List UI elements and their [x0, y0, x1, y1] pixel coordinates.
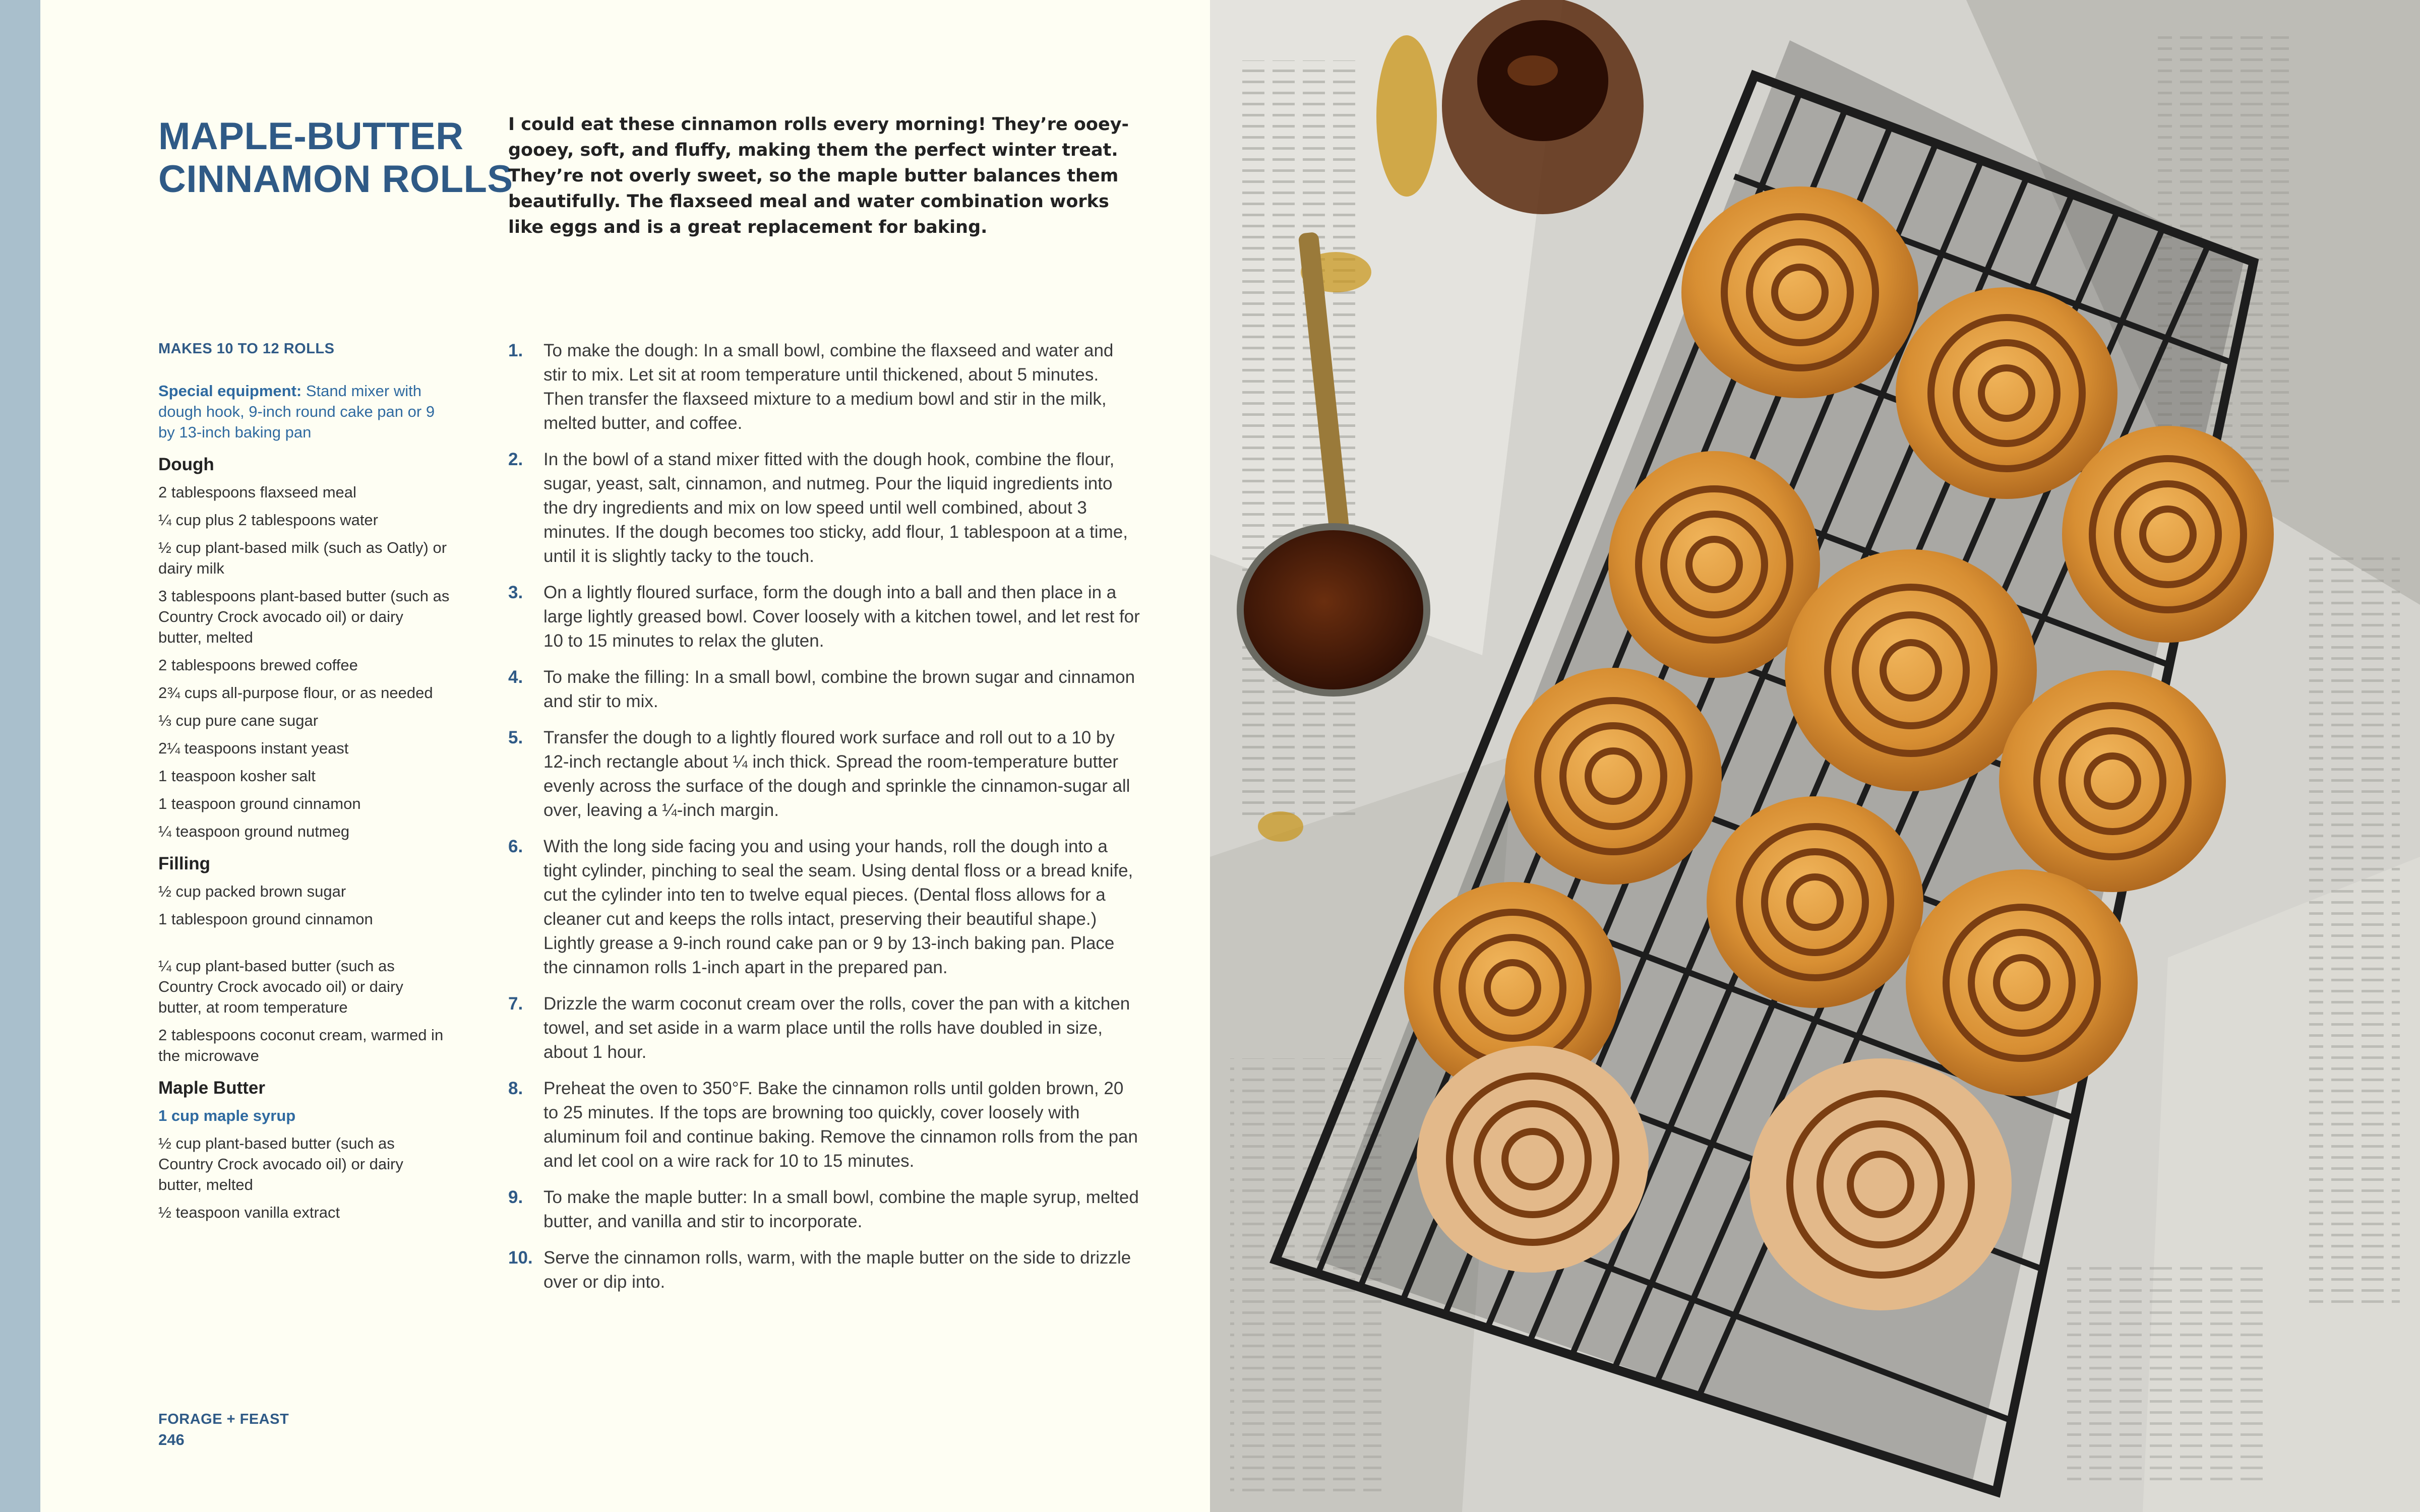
ingredient-item: 2 tablespoons flaxseed meal	[158, 483, 356, 501]
cinnamon-rolls-photo	[1210, 0, 2420, 1512]
book-spine-edge	[0, 0, 40, 1512]
book-title: FORAGE + FEAST	[158, 1411, 289, 1427]
special-equipment-label: Special equipment:	[158, 382, 302, 400]
step-text: In the bowl of a stand mixer fitted with the dough hook, combine the flour, sugar, yeast, salt, cinnamon, and nutmeg. Pour the liquid ingredients into the dry ingredients and mix on low speed until well combined, about 3 minutes. If the dough becomes too sticky, add flour, 1 tablespoon at a time, until it is slightly tacky to the touch.	[543, 450, 1128, 566]
ingredient-item: ¼ cup plus 2 tablespoons water	[158, 511, 378, 529]
ingredient-item: 2 tablespoons brewed coffee	[158, 656, 358, 674]
step-text: To make the dough: In a small bowl, combine the flaxseed and water and stir to mix. Let sit at room temperature until thickened, about 5 minutes. Then transfer the flaxseed mixture to a medium bowl and stir in the milk, melted butter, and coffee.	[543, 341, 1114, 433]
syrup-pitcher	[1240, 527, 1427, 693]
maple-butter-heading: Maple Butter	[158, 1078, 265, 1098]
step-number: 1.	[508, 341, 523, 360]
ingredient-item: ¼ teaspoon ground nutmeg	[158, 823, 350, 840]
page-footer	[158, 1411, 289, 1449]
ingredient-item: 1 teaspoon ground cinnamon	[158, 795, 361, 812]
step-number: 6.	[508, 837, 523, 856]
step-number: 10.	[508, 1248, 533, 1268]
ingredient-item: 1 teaspoon kosher salt	[158, 767, 316, 785]
method-step	[508, 1077, 1141, 1173]
method-steps	[508, 339, 1141, 1306]
photo-illustration	[1210, 0, 2420, 1512]
ingredient-item: ½ cup plant-based milk (such as Oatly) or dairy milk	[158, 539, 447, 577]
method-step	[508, 448, 1141, 569]
ingredient-item: 2¾ cups all-purpose flour, or as needed	[158, 684, 433, 702]
recipe-title-line-2: CINNAMON ROLLS	[158, 158, 513, 201]
step-text: Serve the cinnamon rolls, warm, with the maple butter on the side to drizzle over or dip into.	[543, 1248, 1131, 1292]
step-number: 5.	[508, 728, 523, 747]
ingredient-item: ½ cup packed brown sugar	[158, 883, 346, 900]
ingredient-item: 3 tablespoons plant-based butter (such as Country Crock avocado oil) or dairy butter, melted	[158, 587, 450, 646]
ingredient-item: ½ teaspoon vanilla extract	[158, 1204, 340, 1221]
ingredient-item: 2 tablespoons coconut cream, warmed in the microwave	[158, 1026, 444, 1064]
step-number: 4.	[508, 667, 523, 687]
ingredients-sidebar	[158, 341, 451, 1230]
step-text: To make the filling: In a small bowl, combine the brown sugar and cinnamon and stir to mix.	[543, 667, 1135, 711]
step-number: 7.	[508, 994, 523, 1014]
step-text: Drizzle the warm coconut cream over the rolls, cover the pan with a kitchen towel, and set aside in a warm place until the rolls have doubled in size, about 1 hour.	[543, 994, 1130, 1062]
method-step	[508, 665, 1141, 714]
ingredient-item: ¼ cup plant-based butter (such as Country Crock avocado oil) or dairy butter, at room temperature	[158, 957, 403, 1016]
step-number: 9.	[508, 1187, 523, 1207]
method-step	[508, 835, 1141, 980]
dough-heading: Dough	[158, 455, 214, 474]
step-text: To make the maple butter: In a small bowl, combine the maple syrup, melted butter, and vanilla and stir to incorporate.	[543, 1187, 1139, 1231]
step-text: With the long side facing you and using your hands, roll the dough into a tight cylinder, pinching to seal the seam. Using dental floss or a bread knife, cut the cylinder into ten to twelve equal pieces. (Dental floss allows for a cleaner cut and keeps the rolls intact, preserving their beautiful shape.) Lightly grease a 9-inch round cake pan or 9 by 13-inch baking pan. Place the cinnamon rolls 1-inch apart in the prepared pan.	[543, 837, 1133, 977]
page-number: 246	[158, 1431, 185, 1448]
filling-heading: Filling	[158, 854, 211, 873]
method-step	[508, 1185, 1141, 1234]
ingredient-item: 2¼ teaspoons instant yeast	[158, 739, 349, 757]
method-step	[508, 339, 1141, 435]
ingredient-item-highlighted: 1 cup maple syrup	[158, 1107, 296, 1124]
recipe-yield: MAKES 10 TO 12 ROLLS	[158, 341, 335, 357]
special-equipment	[158, 381, 451, 443]
method-step	[508, 726, 1141, 823]
recipe-page	[40, 0, 1210, 1512]
step-number: 3.	[508, 583, 523, 602]
step-text: Transfer the dough to a lightly floured work surface and roll out to a 10 by 12-inch rectangle about ¼ inch thick. Spread the room-temperature butter evenly across the surface of the dough and sprinkle the cinnamon-sugar all over, leaving a ¼-inch margin.	[543, 728, 1130, 820]
method-step	[508, 1246, 1141, 1294]
ingredient-item: ⅓ cup pure cane sugar	[158, 712, 319, 729]
step-number: 2.	[508, 450, 523, 469]
ingredient-item: ½ cup plant-based butter (such as Country Crock avocado oil) or dairy butter, melted	[158, 1135, 403, 1193]
recipe-title	[158, 115, 513, 201]
recipe-title-line-1: MAPLE-BUTTER	[158, 115, 464, 158]
step-text: Preheat the oven to 350°F. Bake the cinnamon rolls until golden brown, 20 to 25 minutes. If the tops are browning too quickly, cover loosely with aluminum foil and continue baking. Remove the cinnamon rolls from the pan and let cool on a wire rack for 10 to 15 minutes.	[543, 1079, 1138, 1171]
step-text: On a lightly floured surface, form the dough into a ball and then place in a large lightly greased bowl. Cover loosely with a kitchen towel, and let rest for 10 to 15 minutes to relax the gluten.	[543, 583, 1140, 651]
method-step	[508, 992, 1141, 1064]
recipe-intro: I could eat these cinnamon rolls every morning! They’re ooey-gooey, soft, and fluffy, making them the perfect winter treat. They’re not overly sweet, so the maple butter balances them beautifully. The flaxseed meal and water combination works like eggs and is a great replacement for baking.	[508, 114, 1129, 237]
method-step	[508, 581, 1141, 653]
ingredient-item: 1 tablespoon ground cinnamon	[158, 910, 373, 928]
step-number: 8.	[508, 1079, 523, 1098]
special-equipment-text: Stand mixer with dough hook, 9-inch round cake pan or 9 by 13-inch baking pan	[158, 382, 435, 441]
